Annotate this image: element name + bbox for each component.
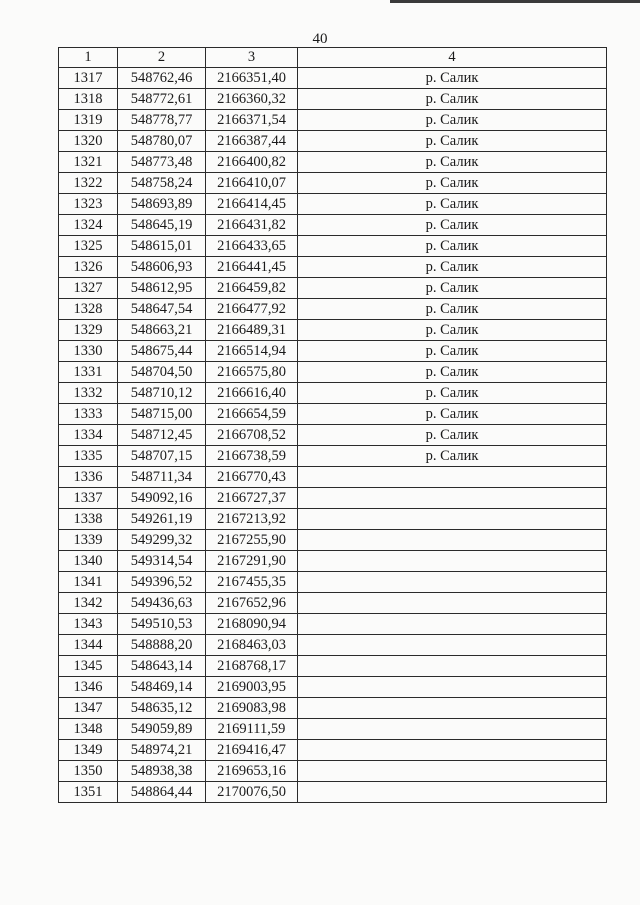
y-coordinate-cell: 2166616,40 [206, 383, 298, 404]
table-row [59, 761, 607, 782]
description-cell: р. Салик [298, 383, 607, 404]
point-number-cell: 1346 [59, 677, 118, 698]
y-coordinate-cell: 2166489,31 [206, 320, 298, 341]
description-cell: р. Салик [298, 131, 607, 152]
y-coordinate-cell: 2166575,80 [206, 362, 298, 383]
table-row [59, 110, 607, 131]
table-body [59, 68, 607, 803]
x-coordinate-cell: 548710,12 [118, 383, 206, 404]
point-number-cell: 1320 [59, 131, 118, 152]
y-coordinate-cell: 2166514,94 [206, 341, 298, 362]
x-coordinate-cell: 548772,61 [118, 89, 206, 110]
description-cell [298, 677, 607, 698]
y-coordinate-cell: 2169653,16 [206, 761, 298, 782]
description-cell [298, 719, 607, 740]
point-number-cell: 1319 [59, 110, 118, 131]
table-row [59, 215, 607, 236]
y-coordinate-cell: 2167291,90 [206, 551, 298, 572]
y-coordinate-cell: 2166371,54 [206, 110, 298, 131]
table-row [59, 257, 607, 278]
column-header-3: 3 [206, 48, 298, 68]
description-cell: р. Салик [298, 404, 607, 425]
y-coordinate-cell: 2166400,82 [206, 152, 298, 173]
description-cell: р. Салик [298, 215, 607, 236]
x-coordinate-cell: 548974,21 [118, 740, 206, 761]
point-number-cell: 1340 [59, 551, 118, 572]
point-number-cell: 1335 [59, 446, 118, 467]
x-coordinate-cell: 548715,00 [118, 404, 206, 425]
column-header-4: 4 [298, 48, 607, 68]
description-cell [298, 614, 607, 635]
x-coordinate-cell: 548780,07 [118, 131, 206, 152]
description-cell [298, 551, 607, 572]
description-cell [298, 593, 607, 614]
point-number-cell: 1328 [59, 299, 118, 320]
table-row [59, 194, 607, 215]
y-coordinate-cell: 2169003,95 [206, 677, 298, 698]
x-coordinate-cell: 548675,44 [118, 341, 206, 362]
x-coordinate-cell: 548762,46 [118, 68, 206, 89]
table-row [59, 236, 607, 257]
description-cell [298, 530, 607, 551]
table-row [59, 152, 607, 173]
x-coordinate-cell: 549436,63 [118, 593, 206, 614]
point-number-cell: 1339 [59, 530, 118, 551]
table-row [59, 341, 607, 362]
y-coordinate-cell: 2166459,82 [206, 278, 298, 299]
point-number-cell: 1332 [59, 383, 118, 404]
table-row [59, 530, 607, 551]
point-number-cell: 1324 [59, 215, 118, 236]
top-rule [390, 0, 640, 3]
point-number-cell: 1331 [59, 362, 118, 383]
description-cell: р. Салик [298, 257, 607, 278]
point-number-cell: 1326 [59, 257, 118, 278]
y-coordinate-cell: 2166431,82 [206, 215, 298, 236]
y-coordinate-cell: 2166654,59 [206, 404, 298, 425]
x-coordinate-cell: 548711,34 [118, 467, 206, 488]
y-coordinate-cell: 2166770,43 [206, 467, 298, 488]
y-coordinate-cell: 2166410,07 [206, 173, 298, 194]
x-coordinate-cell: 548663,21 [118, 320, 206, 341]
description-cell: р. Салик [298, 320, 607, 341]
point-number-cell: 1344 [59, 635, 118, 656]
point-number-cell: 1348 [59, 719, 118, 740]
description-cell: р. Салик [298, 68, 607, 89]
x-coordinate-cell: 549510,53 [118, 614, 206, 635]
x-coordinate-cell: 548645,19 [118, 215, 206, 236]
description-cell: р. Салик [298, 341, 607, 362]
table-row [59, 719, 607, 740]
x-coordinate-cell: 548606,93 [118, 257, 206, 278]
y-coordinate-cell: 2166441,45 [206, 257, 298, 278]
point-number-cell: 1330 [59, 341, 118, 362]
point-number-cell: 1334 [59, 425, 118, 446]
description-cell [298, 740, 607, 761]
x-coordinate-cell: 548707,15 [118, 446, 206, 467]
table-row [59, 467, 607, 488]
y-coordinate-cell: 2166360,32 [206, 89, 298, 110]
table-row [59, 131, 607, 152]
point-number-cell: 1337 [59, 488, 118, 509]
description-cell: р. Салик [298, 362, 607, 383]
table-row [59, 446, 607, 467]
x-coordinate-cell: 548615,01 [118, 236, 206, 257]
x-coordinate-cell: 548712,45 [118, 425, 206, 446]
point-number-cell: 1321 [59, 152, 118, 173]
table-row [59, 173, 607, 194]
description-cell: р. Салик [298, 278, 607, 299]
x-coordinate-cell: 549299,32 [118, 530, 206, 551]
table-row [59, 509, 607, 530]
table-row [59, 89, 607, 110]
x-coordinate-cell: 548612,95 [118, 278, 206, 299]
y-coordinate-cell: 2166477,92 [206, 299, 298, 320]
description-cell: р. Салик [298, 152, 607, 173]
y-coordinate-cell: 2166708,52 [206, 425, 298, 446]
y-coordinate-cell: 2168768,17 [206, 656, 298, 677]
x-coordinate-cell: 549396,52 [118, 572, 206, 593]
description-cell [298, 656, 607, 677]
table-row [59, 320, 607, 341]
point-number-cell: 1341 [59, 572, 118, 593]
table-row [59, 425, 607, 446]
x-coordinate-cell: 548647,54 [118, 299, 206, 320]
description-cell: р. Салик [298, 425, 607, 446]
table-row [59, 404, 607, 425]
y-coordinate-cell: 2166387,44 [206, 131, 298, 152]
table-row [59, 299, 607, 320]
description-cell [298, 509, 607, 530]
x-coordinate-cell: 549059,89 [118, 719, 206, 740]
y-coordinate-cell: 2168463,03 [206, 635, 298, 656]
table-row [59, 614, 607, 635]
table-header-row [59, 48, 607, 68]
column-header-1: 1 [59, 48, 118, 68]
description-cell: р. Салик [298, 110, 607, 131]
x-coordinate-cell: 548773,48 [118, 152, 206, 173]
description-cell [298, 488, 607, 509]
table-row [59, 362, 607, 383]
point-number-cell: 1333 [59, 404, 118, 425]
column-header-2: 2 [118, 48, 206, 68]
y-coordinate-cell: 2166414,45 [206, 194, 298, 215]
description-cell: р. Салик [298, 446, 607, 467]
x-coordinate-cell: 548704,50 [118, 362, 206, 383]
table-row [59, 698, 607, 719]
description-cell [298, 635, 607, 656]
x-coordinate-cell: 548693,89 [118, 194, 206, 215]
point-number-cell: 1336 [59, 467, 118, 488]
table-row [59, 278, 607, 299]
x-coordinate-cell: 548758,24 [118, 173, 206, 194]
table-row [59, 68, 607, 89]
point-number-cell: 1329 [59, 320, 118, 341]
y-coordinate-cell: 2166727,37 [206, 488, 298, 509]
y-coordinate-cell: 2166738,59 [206, 446, 298, 467]
point-number-cell: 1349 [59, 740, 118, 761]
description-cell [298, 761, 607, 782]
x-coordinate-cell: 548938,38 [118, 761, 206, 782]
y-coordinate-cell: 2167652,96 [206, 593, 298, 614]
description-cell: р. Салик [298, 236, 607, 257]
description-cell [298, 698, 607, 719]
description-cell [298, 782, 607, 803]
table-row [59, 677, 607, 698]
description-cell [298, 572, 607, 593]
table-row [59, 383, 607, 404]
table-row [59, 488, 607, 509]
y-coordinate-cell: 2167255,90 [206, 530, 298, 551]
y-coordinate-cell: 2167213,92 [206, 509, 298, 530]
table-row [59, 782, 607, 803]
point-number-cell: 1345 [59, 656, 118, 677]
x-coordinate-cell: 548864,44 [118, 782, 206, 803]
table-row [59, 635, 607, 656]
point-number-cell: 1343 [59, 614, 118, 635]
y-coordinate-cell: 2170076,50 [206, 782, 298, 803]
table-row [59, 593, 607, 614]
point-number-cell: 1327 [59, 278, 118, 299]
y-coordinate-cell: 2167455,35 [206, 572, 298, 593]
point-number-cell: 1350 [59, 761, 118, 782]
point-number-cell: 1325 [59, 236, 118, 257]
description-cell: р. Салик [298, 194, 607, 215]
x-coordinate-cell: 549314,54 [118, 551, 206, 572]
x-coordinate-cell: 548643,14 [118, 656, 206, 677]
x-coordinate-cell: 549092,16 [118, 488, 206, 509]
description-cell: р. Салик [298, 89, 607, 110]
y-coordinate-cell: 2166351,40 [206, 68, 298, 89]
table-row [59, 551, 607, 572]
point-number-cell: 1318 [59, 89, 118, 110]
point-number-cell: 1323 [59, 194, 118, 215]
point-number-cell: 1347 [59, 698, 118, 719]
x-coordinate-cell: 548888,20 [118, 635, 206, 656]
table-row [59, 572, 607, 593]
table-row [59, 656, 607, 677]
coordinates-table [58, 47, 607, 803]
page-number: 40 [312, 31, 328, 47]
y-coordinate-cell: 2166433,65 [206, 236, 298, 257]
y-coordinate-cell: 2169111,59 [206, 719, 298, 740]
x-coordinate-cell: 548635,12 [118, 698, 206, 719]
x-coordinate-cell: 548469,14 [118, 677, 206, 698]
point-number-cell: 1351 [59, 782, 118, 803]
x-coordinate-cell: 549261,19 [118, 509, 206, 530]
y-coordinate-cell: 2169083,98 [206, 698, 298, 719]
point-number-cell: 1342 [59, 593, 118, 614]
table-row [59, 740, 607, 761]
point-number-cell: 1322 [59, 173, 118, 194]
x-coordinate-cell: 548778,77 [118, 110, 206, 131]
point-number-cell: 1338 [59, 509, 118, 530]
description-cell: р. Салик [298, 299, 607, 320]
description-cell: р. Салик [298, 173, 607, 194]
description-cell [298, 467, 607, 488]
y-coordinate-cell: 2169416,47 [206, 740, 298, 761]
point-number-cell: 1317 [59, 68, 118, 89]
y-coordinate-cell: 2168090,94 [206, 614, 298, 635]
